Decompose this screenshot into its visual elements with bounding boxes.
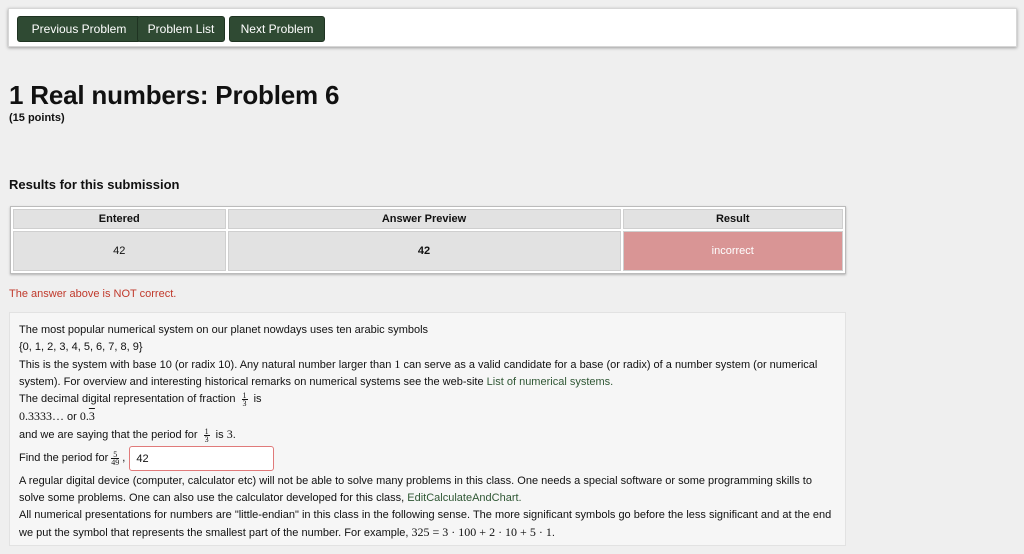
column-header-answer-preview: Answer Preview xyxy=(228,209,621,229)
problem-nav-bar xyxy=(8,8,1017,47)
results-table xyxy=(10,206,846,274)
text: . xyxy=(232,429,236,441)
text: is xyxy=(250,393,262,405)
decimal-representation xyxy=(19,408,836,426)
numerator: 1 xyxy=(204,427,209,436)
text: This is the system with base 10 (or radix 10). Any natural number larger than xyxy=(19,359,395,371)
paragraph-fraction xyxy=(19,391,836,408)
paragraph-device xyxy=(19,473,836,507)
text: The decimal digital representation of fraction xyxy=(19,393,239,405)
math-example: 325 = 3 · 100 + 2 · 10 + 5 · 1 xyxy=(411,525,552,539)
result-cell: incorrect xyxy=(623,231,843,271)
fraction-one-third xyxy=(204,428,210,443)
incorrect-message: The answer above is NOT correct. xyxy=(9,288,177,300)
text: , xyxy=(122,452,126,464)
results-heading: Results for this submission xyxy=(9,177,180,192)
symbols-set: {0, 1, 2, 3, 4, 5, 6, 7, 8, 9} xyxy=(19,341,143,353)
paragraph-period xyxy=(19,426,836,444)
denominator: 3 xyxy=(204,435,209,444)
answer-input[interactable] xyxy=(129,446,274,471)
denominator: 49 xyxy=(111,458,120,467)
numerator: 1 xyxy=(242,391,247,400)
denominator: 3 xyxy=(242,399,247,408)
next-problem-button[interactable]: Next Problem xyxy=(229,16,325,42)
answer-preview-cell: 42 xyxy=(228,231,621,271)
math-repeating-digit: 3 xyxy=(88,409,95,423)
text: and we are saying that the period for xyxy=(19,429,201,441)
numerical-systems-link[interactable]: List of numerical systems. xyxy=(486,376,614,388)
results-header-row xyxy=(13,209,843,229)
column-header-result: Result xyxy=(623,209,843,229)
text: All numerical presentations for numbers are "little-endian" in this class in the following sense. The more significant symbols go before the less significant and at the end we put the symbol that represents the smallest part of the number. For example, xyxy=(19,509,832,539)
find-prompt: Find the period for xyxy=(19,452,109,464)
text: or xyxy=(64,411,80,423)
paragraph-base xyxy=(19,356,836,391)
problem-statement xyxy=(9,312,846,546)
page-title: 1 Real numbers: Problem 6 xyxy=(9,80,340,110)
points-label: (15 points) xyxy=(9,112,65,124)
text: A regular digital device (computer, calculator etc) will not be able to solve many problems in this class. One needs a special software or some programming skills to solve some problems. One can also use the calculator developed for this class, xyxy=(19,475,812,504)
problem-list-button[interactable]: Problem List xyxy=(137,16,225,42)
text: is xyxy=(212,429,227,441)
text: can serve as a valid candidate for a base (or radix) of a number system (or numerical system). For overview and interesting historical remarks on numerical systems see the web-site xyxy=(19,359,818,388)
entered-cell: 42 xyxy=(13,231,226,271)
paragraph-intro: The most popular numerical system on our planet nowdays uses ten arabic symbols xyxy=(19,324,429,336)
table-row xyxy=(13,231,843,271)
fraction-one-third xyxy=(242,392,248,407)
math-decimal-prefix: 0. xyxy=(79,409,89,423)
math-three: 3 xyxy=(226,427,233,441)
edit-calculate-and-chart-link[interactable]: EditCalculateAndChart. xyxy=(407,492,522,504)
numerator: 5 xyxy=(113,450,118,459)
text: . xyxy=(551,527,555,539)
answer-row xyxy=(19,444,836,473)
column-header-entered: Entered xyxy=(13,209,226,229)
paragraph-endian xyxy=(19,507,836,542)
math-decimal: 0.3333… xyxy=(19,409,64,423)
fraction-five-fortyninths xyxy=(111,451,119,466)
math-one: 1 xyxy=(394,357,401,371)
previous-problem-button[interactable]: Previous Problem xyxy=(17,16,141,42)
